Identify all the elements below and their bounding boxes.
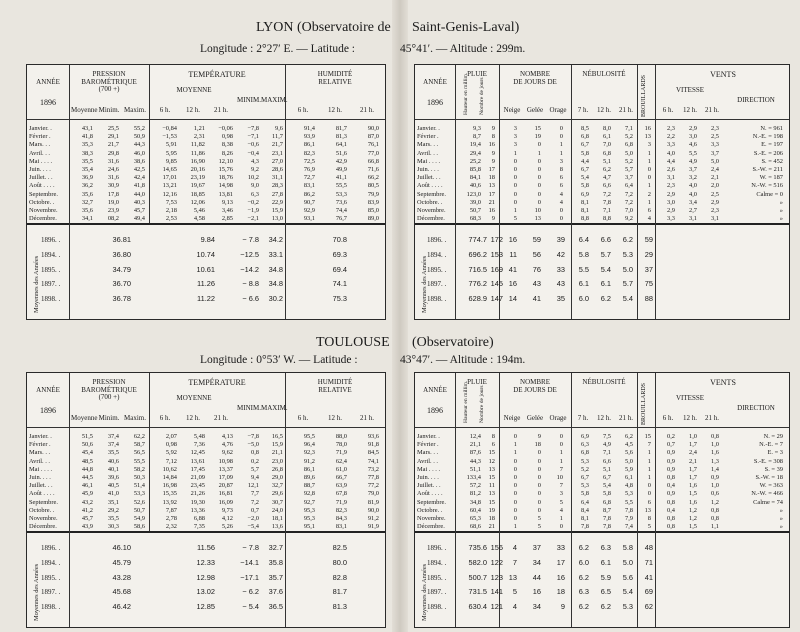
header-7h: 7 h. [577,414,589,422]
brouillards-col: 16 13 3 1 1 0 0 1 2 1 6 4 [644,125,651,223]
temp-maxim-col: 16,5 15,9 21,1 23,0 26,8 29,0 32,7 29,6 30,7 24,0 18,1 13,6 [271,433,283,531]
header-minim: Minim. [98,106,120,114]
header-maxim-caps: MAXIM. [261,96,288,104]
header-hum-21h: 21 h. [360,106,374,114]
normal-orage: 39 42 33 43 35 [556,235,565,304]
header-neb-21h: 21 h. [619,106,633,114]
normal-minim: − 7.8 −14.1 −17.1 − 6.2 − 5.4 [240,543,259,612]
header-hum-12h: 12 h. [328,414,342,422]
normal-humidite: 70.8 69.3 69.4 74.1 75.3 [332,235,347,304]
header-nombre-de-jours: NOMBRE DE JOURS DE [513,70,557,86]
month-list: Janvier. . Février . Mars. . . Avril. . . Mai . . . . Juin. . . . Juillet. . . Août . . . . Septembre. Octobre. . Novembre. Décembre. [417,125,446,223]
header-humidite: HUMIDITÉ RELATIVE [317,378,353,394]
pression-minim-col: 37,4 37,4 35,5 40,6 40,1 39,6 40,5 41,0 35,1 29,2 35,5 30,3 [107,433,119,531]
toulouse-title-right: (Observatoire) [412,335,494,350]
header-maxim: Maxim. [124,106,146,114]
header-neb-21h: 21 h. [619,414,633,422]
header-brouillards: BROUILLARDS [641,382,647,425]
neb-21h-col: 7,1 5,2 6,8 5,0 5,2 5,7 3,7 6,4 7,2 7,2 7,0 9,2 [625,125,633,223]
neige-col: 3 3 3 1 0 0 0 0 0 0 1 5 [513,125,517,223]
normal-neb-12h: 6.6 5.7 5.4 6.1 6.2 [600,235,611,304]
pluie-hauteur-col: 12,4 21,1 87,6 44,3 51,1 133,4 57,2 81,2 34,8 60,4 65,3 68,6 [466,433,481,531]
pression-minim-col: 25,5 29,1 21,7 29,8 31,6 24,6 31,6 30,9 17,8 19,0 23,9 08,2 [107,125,119,223]
header-vents: VENTS [710,378,736,387]
header-minim-caps: MINIM. [237,96,261,104]
orage-col: 0 0 1 1 7 10 7 3 5 4 1 0 [556,433,563,531]
header-neb-12h: 12 h. [597,414,611,422]
header-vitesse: VITESSE [676,86,704,94]
toulouse-meteo-table-left [26,372,386,628]
neb-12h-col: 7,5 4,9 7,1 6,6 5,1 6,7 5,4 5,8 6,8 8,7 7,8 7,8 [603,433,611,531]
vitesse-12h-col: 1,0 1,7 2,4 2,1 1,7 1,7 1,6 1,5 1,6 1,2 1,2 1,5 [689,433,697,531]
header-pression: PRESSION BAROMÉTRIQUE (700 +) [81,378,137,402]
normal-pluie: 774.7 696.2 716.5 776.2 628.9 [468,235,487,304]
normal-years: 1896. . 1894. . 1895. . 1897. . 1898. . [427,544,447,612]
normal-years: 1896. . 1894. . 1895. . 1897. . 1898. . [427,236,447,304]
header-v6h: 6 h. [662,414,674,422]
header-hauteur: Hauteur en millim. [463,72,469,115]
normal-maxim: 34.2 33.1 34.8 34.8 30.2 [268,235,283,304]
lyon-meteo-table-right [414,64,790,320]
temp-minim-col: −7,8 −7,1 −0,6 −0,4 4,3 9,2 10,2 9,0 6,3 −0,2 −1,9 −2,1 [247,125,259,223]
normal-neb-21h: 6.2 5.3 5.0 5.7 5.4 [622,235,633,304]
header-gelee: Gelée [526,106,544,114]
vitesse-6h-col: 0,2 0,7 0,9 0,9 0,9 0,8 0,4 0,9 0,8 0,4 0,8 0,8 [667,433,675,531]
normal-neb-7h: 6.4 5.8 5.5 6.1 6.0 [578,235,589,304]
temp-6h-col: −0,84 −1,53 5,91 5,95 9,85 14,65 17,01 13,21 12,16 7,53 2,18 2,53 [162,125,177,223]
vitesse-21h-col: 2,3 2,5 3,3 3,7 5,0 2,4 2,1 2,0 2,5 2,9 2,3 3,1 [711,125,719,223]
year-label: 1896 [40,98,56,107]
month-list: Janvier. . Février . Mars. . . Avril. . . Mai . . . . Juin. . . . Juillet. . . Août . . . . Septembre. Octobre. . Novembre. Décembre. [29,125,58,223]
header-moyenne: Moyenne [71,106,98,114]
direction-col: N. = 29 N.-E. = 7 E. = 3 S.-E. = 308 S. = 39 S.-W. = 18 W. = 363 N.-W. = 466 Calme = 74 » » » [751,433,783,531]
header-6h: 6 h. [159,414,171,422]
year-label: 1896 [427,98,443,107]
temp-6h-col: 2,07 0,98 5,92 7,12 10,62 14,84 16,98 15,35 13,92 7,87 2,78 2,32 [162,433,177,531]
header-7h: 7 h. [577,106,589,114]
header-maxim-caps: MAXIM. [261,404,288,412]
normal-gelee: 37 34 44 16 34 [532,543,541,612]
toulouse-coords-right: 43°47′. — Altitude : 194m. [400,354,526,366]
header-nombre-jours: Nombre de jours [479,385,485,423]
header-v12h: 12 h. [683,106,697,114]
toulouse-title-left: TOULOUSE [316,335,390,350]
header-temperature: TEMPÉRATURE [188,70,246,79]
neb-12h-col: 8,0 6,1 7,0 6,8 5,1 6,2 4,7 6,6 7,2 7,8 7,1 8,8 [603,125,611,223]
orage-col: 0 0 1 1 3 8 6 6 4 4 0 0 [559,125,563,223]
vitesse-21h-col: 0,8 1,0 1,6 1,3 1,4 0,9 1,0 0,6 1,2 0,8 0,8 1,1 [711,433,719,531]
temp-21h-col: −0,06 0,98 8,38 8,26 12,10 15,76 18,76 14,98 13,81 9,13 3,46 2,85 [218,125,233,223]
normal-neb-7h: 6.2 6.0 6.2 6.3 6.2 [578,543,589,612]
hum-6h-col: 95,5 96,4 92,3 91,2 86,1 89,6 88,7 92,8 92,7 95,3 95,3 95,1 [303,433,315,531]
vitesse-6h-col: 2,3 2,2 3,3 4,0 4,4 2,6 3,1 2,3 2,9 3,0 2,9 3,3 [667,125,675,223]
toulouse-meteo-table-right [414,372,790,628]
normal-orage: 33 17 16 18 9 [556,543,565,612]
normal-temp: 9.84 10.74 10.61 11.26 11.22 [196,235,215,304]
normal-neb-21h: 5.8 5.0 5.6 5.4 5.3 [622,543,633,612]
header-pluie: PLUIE [467,378,487,386]
header-moyenne-caps: MOYENNE [176,394,212,402]
header-hum-12h: 12 h. [328,106,342,114]
moyennes-label: Moyennes des Années [421,255,428,313]
header-minim-caps: MINIM. [237,404,261,412]
header-v12h: 12 h. [683,414,697,422]
header-v21h: 21 h. [705,106,719,114]
moyennes-label: Moyennes des Années [33,563,40,621]
book-gutter [392,0,408,632]
hum-6h-col: 91,4 93,9 86,1 82,3 72,5 76,9 72,7 83,1 86,2 90,7 92,9 93,1 [303,125,315,223]
lyon-title-left: LYON (Observatoire de [256,20,391,35]
temp-maxim-col: 9,6 11,7 21,7 23,1 27,0 28,6 31,1 28,3 27,8 22,9 15,9 13,0 [271,125,283,223]
moyennes-label: Moyennes des Années [33,255,40,313]
temp-21h-col: 4,13 4,76 9,62 10,98 13,37 17,09 20,87 16,81 16,09 9,73 4,12 5,26 [218,433,233,531]
header-direction: DIRECTION [737,404,775,412]
gelee-col: 15 19 0 1 0 0 0 0 0 0 10 13 [534,125,541,223]
normal-neb-12h: 6.3 6.1 5.9 6.5 6.2 [600,543,611,612]
normal-brouillards: 48 71 41 69 62 [644,543,653,612]
pluie-hauteur-col: 9,3 8,7 19,4 29,4 25,2 85,8 84,1 40,6 123,0 39,0 50,7 68,3 [466,125,481,223]
vitesse-12h-col: 2,9 3,0 4,6 5,5 4,9 3,7 3,2 4,0 4,0 3,4 2,7 3,1 [689,125,697,223]
header-direction: DIRECTION [737,96,775,104]
normal-minim: − 7.8 −12.5 −14.2 − 8.8 − 6.6 [240,235,259,304]
neige-col: 0 1 1 0 0 0 0 0 0 0 0 1 [513,433,517,531]
neb-7h-col: 6,9 6,3 6,8 5,3 5,2 6,7 5,3 5,8 6,4 8,4 8,1 7,8 [581,433,589,531]
normal-pluie: 735.6 582.0 500.7 731.5 630.4 [468,543,487,612]
header-hum-6h: 6 h. [297,106,309,114]
header-v6h: 6 h. [662,106,674,114]
normal-humidite: 82.5 80.0 82.8 81.7 81.3 [332,543,347,612]
neb-21h-col: 6,2 4,5 5,6 5,0 5,9 6,1 4,8 5,3 5,5 7,8 7,9 7,4 [625,433,633,531]
normal-nbjours: 172 153 169 145 147 [490,235,503,304]
hum-21h-col: 90,0 87,0 76,1 77,0 66,8 71,6 66,2 80,5 79,9 83,9 85,0 89,0 [367,125,379,223]
normal-years: 1896. . 1894. . 1895. . 1897. . 1898. . [41,236,61,304]
moyennes-label: Moyennes des Années [421,563,428,621]
pression-maxim-col: 62,2 58,7 56,5 55,5 58,2 50,3 51,4 53,3 52,6 50,7 54,9 58,6 [133,433,145,531]
header-neige: Neige [503,106,521,114]
temp-12h-col: 5,48 7,36 12,45 13,61 17,45 21,09 23,45 21,26 19,30 13,36 6,88 7,35 [190,433,205,531]
header-temperature: TEMPÉRATURE [188,378,246,387]
header-6h: 6 h. [159,106,171,114]
pluie-nbjours-col: 9 8 16 9 9 17 18 13 17 21 16 9 [488,125,495,223]
hum-12h-col: 81,7 81,3 64,1 51,6 42,9 49,9 41,1 55,5 53,3 73,6 74,4 76,7 [335,125,347,223]
header-annee: ANNÉE [423,78,447,86]
normal-gelee: 59 56 76 43 41 [532,235,541,304]
lyon-coords-left: Longitude : 2°27′ E. — Latitude : [200,43,355,55]
lyon-meteo-table-left [26,64,386,320]
header-nebulosite: NÉBULOSITÉ [582,378,626,386]
lyon-title-right: Saint-Genis-Laval) [412,20,520,35]
header-annee: ANNÉE [423,386,447,394]
normal-neige: 16 11 41 16 14 [508,235,517,304]
year-label: 1896 [40,406,56,415]
normal-brouillards: 59 29 37 75 88 [644,235,653,304]
lyon-coords-right: 45°41′. — Altitude : 299m. [400,43,526,55]
normal-temp: 11.56 12.33 12.98 13.02 12.85 [196,543,215,612]
normal-neige: 4 7 13 5 4 [508,543,517,612]
header-hauteur: Hauteur en millim. [463,380,469,423]
temp-12h-col: 1,21 2,31 11,82 11,86 16,90 20,16 23,19 19,67 18,85 12,06 5,46 4,58 [190,125,205,223]
header-pluie: PLUIE [467,70,487,78]
header-moyenne: Moyenne [71,414,98,422]
normal-nbjours: 156 122 123 141 121 [490,543,503,612]
year-label: 1896 [427,406,443,415]
hum-21h-col: 93,6 91,8 84,5 74,1 73,2 77,8 77,2 79,0 81,9 90,0 91,2 91,9 [367,433,379,531]
header-orage: Orage [549,414,567,422]
normal-pression: 46.10 45.79 43.28 45.68 46.42 [112,543,131,612]
header-21h: 21 h. [214,414,228,422]
header-humidite: HUMIDITÉ RELATIVE [317,70,353,86]
toulouse-coords-left: Longitude : 0°53′ W. — Latitude : [200,354,358,366]
header-21h: 21 h. [214,106,228,114]
header-orage: Orage [549,106,567,114]
normal-maxim: 32.7 35.8 35.7 37.6 36.5 [268,543,283,612]
pression-maxim-col: 55,2 50,9 44,3 46,0 38,6 42,5 42,4 41,8 44,0 40,3 45,7 49,4 [133,125,145,223]
direction-col: N. = 961 N.-E. = 198 E. = 197 S.-E. = 206 S. = 452 S.-W. = 211 W. = 187 N.-W. = 516 Calme = 0 » » » [751,125,783,223]
normal-years: 1896. . 1894. . 1895. . 1897. . 1898. . [41,544,61,612]
header-vents: VENTS [710,70,736,79]
header-12h: 12 h. [186,414,200,422]
header-nombre-jours: Nombre de jours [479,77,485,115]
header-brouillards: BROUILLARDS [641,74,647,117]
header-maxim: Maxim. [124,414,146,422]
pression-moyenne-col: 51,5 50,6 45,4 48,5 44,8 44,5 46,1 45,9 43,2 41,2 45,7 43,9 [81,433,93,531]
header-pression: PRESSION BAROMÉTRIQUE (700 +) [81,70,137,94]
month-list: Janvier. . Février . Mars. . . Avril. . . Mai . . . . Juin. . . . Juillet. . . Août . . . . Septembre. Octobre. . Novembre. Décembre. [29,433,58,531]
temp-minim-col: −7,8 −5,0 0,8 0,2 5,7 9,4 12,1 7,7 7,2 0,7 −2,0 −5,4 [247,433,259,531]
header-annee: ANNÉE [36,78,60,86]
hum-12h-col: 88,0 78,0 71,9 62,4 61,0 66,7 63,9 67,8 71,9 82,3 84,3 83,1 [335,433,347,531]
neb-7h-col: 8,5 6,8 6,7 5,8 4,4 6,7 5,4 5,8 6,9 8,1 8,1 8,8 [581,125,589,223]
header-nebulosite: NÉBULOSITÉ [582,70,626,78]
pression-moyenne-col: 43,1 41,8 35,3 38,3 35,5 35,4 36,9 36,2 35,6 32,7 35,6 34,1 [81,125,93,223]
brouillards-col: 15 7 1 1 1 1 0 0 6 13 8 5 [644,433,651,531]
header-hum-6h: 6 h. [297,414,309,422]
header-12h: 12 h. [186,106,200,114]
header-v21h: 21 h. [705,414,719,422]
header-gelee: Gelée [526,414,544,422]
normal-pression: 36.81 36.80 34.79 36.70 36.78 [112,235,131,304]
header-hum-21h: 21 h. [360,414,374,422]
pluie-nbjours-col: 8 6 15 12 13 15 11 13 15 19 18 21 [488,433,495,531]
header-neige: Neige [503,414,521,422]
header-annee: ANNÉE [36,386,60,394]
header-vitesse: VITESSE [676,394,704,402]
header-moyenne-caps: MOYENNE [176,86,212,94]
month-list: Janvier. . Février . Mars. . . Avril. . . Mai . . . . Juin. . . . Juillet. . . Août . . . . Septembre. Octobre. . Novembre. Décembre. [417,433,446,531]
gelee-col: 9 18 0 0 0 0 0 0 0 0 5 5 [534,433,541,531]
header-neb-12h: 12 h. [597,106,611,114]
header-minim: Minim. [98,414,120,422]
header-nombre-de-jours: NOMBRE DE JOURS DE [513,378,557,394]
